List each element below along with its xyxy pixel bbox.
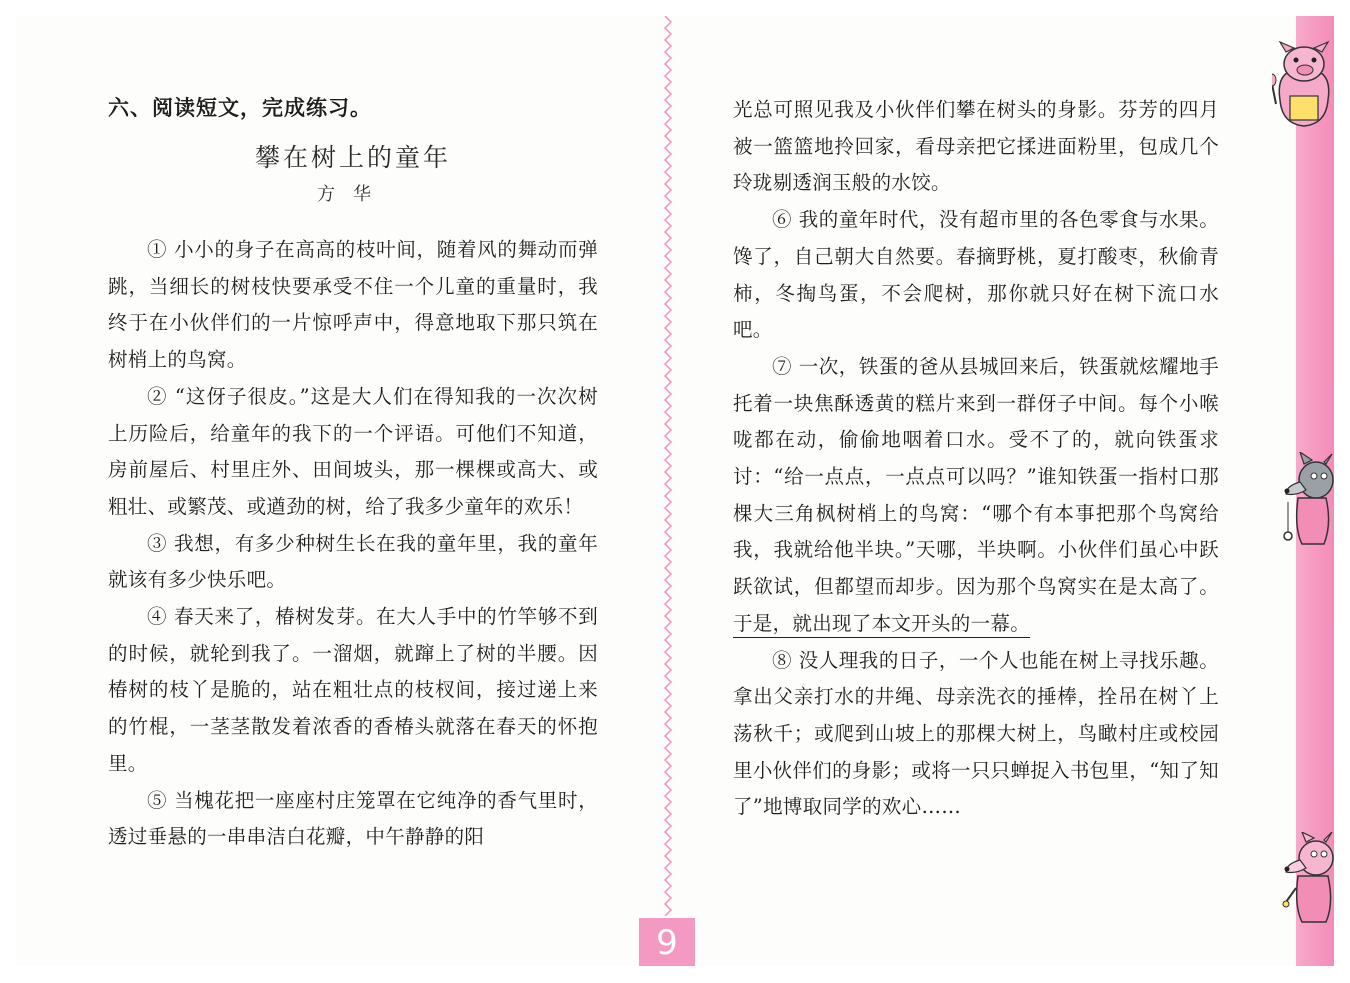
paragraph-4: ④ 春天来了，椿树发芽。在大人手中的竹竿够不到的时候，就轮到我了。一溜烟，就蹿上了树的半腰。因椿树的枝丫是脆的，站在粗壮点的枝杈间，接过递上来的竹棍，一茎茎散发着浓香的香椿头就落在春天的怀抱里。	[108, 605, 598, 775]
page-spine-zigzag	[662, 16, 674, 916]
paragraph-1: ① 小小的身子在高高的枝叶间，随着风的舞动而弹跳，当细长的树枝快要承受不住一个儿童的重量时，我终于在小伙伴们的一片惊呼声中，得意地取下那只筑在树梢上的鸟窝。	[108, 238, 598, 372]
paragraph-5-continued: 光总可照见我及小伙伴们攀在树头的身影。芬芳的四月被一篮篮地拎回家，看母亲把它揉进面粉里，包成几个玲珑剔透润玉般的水饺。	[733, 98, 1219, 195]
section-heading: 六、阅读短文，完成练习。	[108, 96, 372, 120]
cartoon-wolf-yoyo-icon	[1280, 452, 1336, 552]
paragraph-7-text: ⑦ 一次，铁蛋的爸从县城回来后，铁蛋就炫耀地手托着一块焦酥透黄的糕片来到一群伢子中间。每个小喉咙都在动，偷偷地咽着口水。受不了的，就向铁蛋求讨：“给一点点，一点点可以吗？”谁知铁蛋一指村口那棵大三角枫树梢上的鸟窝：“哪个有本事把那个鸟窝给我，我就给他半块。”天哪，半块啊。小伙伴们虽心中跃跃欲试，但都望而却步。因为那个鸟窝实在是太高了。	[733, 354, 1219, 599]
paragraph-3: ③ 我想，有多少种树生长在我的童年里，我的童年就该有多少快乐吧。	[108, 531, 598, 592]
underlined-sentence: 于是，就出现了本文开头的一幕。	[733, 612, 1030, 638]
paragraph-7	[733, 349, 1219, 643]
cartoon-pig-icon	[1272, 40, 1336, 132]
left-page	[108, 92, 598, 856]
page-number: 9	[639, 918, 695, 966]
article-title: 攀在树上的童年	[254, 143, 451, 172]
paragraph-2: ② “这伢子很皮。”这是大人们在得知我的一次次树上历险后，给童年的我下的一个评语。可他们不知道，房前屋后、村里庄外、田间坡头，那一棵棵或高大、或粗壮、或繁茂、或遒劲的树，给了我多少童年的欢乐！	[108, 384, 598, 518]
cartoon-wolf-icon	[1282, 832, 1336, 930]
article-author: 方华	[317, 184, 389, 205]
right-page	[733, 92, 1219, 826]
paragraph-6: ⑥ 我的童年时代，没有超市里的各色零食与水果。馋了，自己朝大自然要。春摘野桃，夏打酸枣，秋偷青柿，冬掏鸟蛋，不会爬树，那你就只好在树下流口水吧。	[733, 208, 1219, 342]
paragraph-5: ⑤ 当槐花把一座座村庄笼罩在它纯净的香气里时，透过垂悬的一串串洁白花瓣，中午静静的阳	[108, 788, 598, 849]
paragraph-8: ⑧ 没人理我的日子，一个人也能在树上寻找乐趣。拿出父亲打水的井绳、母亲洗衣的捶棒，拴吊在树丫上荡秋千；或爬到山坡上的那棵大树上，鸟瞰村庄或校园里小伙伴们的身影；或将一只只蝉捉入书包里，“知了知了”地博取同学的欢心……	[733, 648, 1219, 819]
